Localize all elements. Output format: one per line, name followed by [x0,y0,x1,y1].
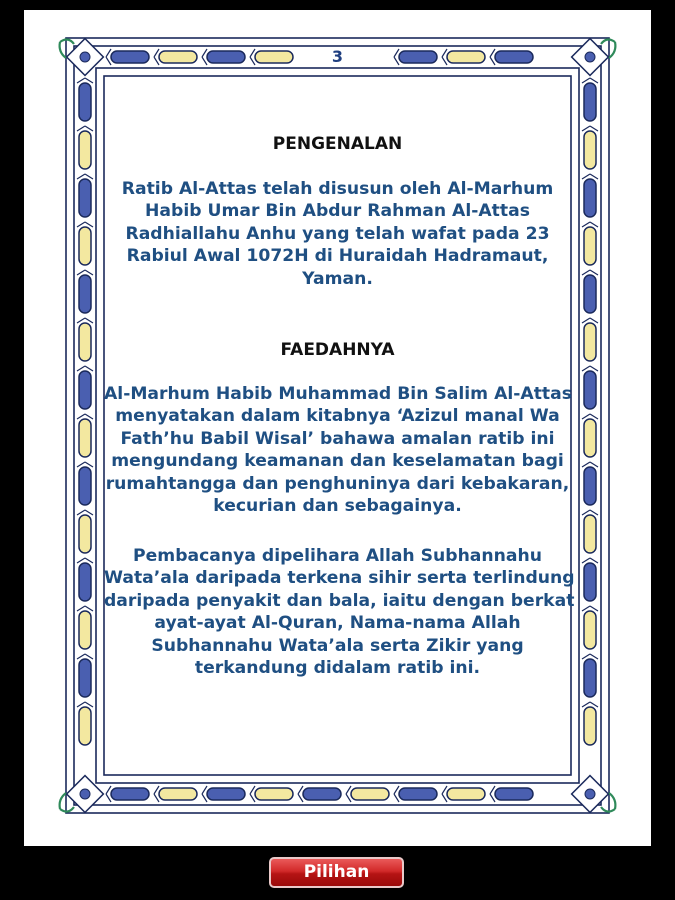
page-number: 3 [331,47,344,66]
text-line: Rabiul Awal 1072H di Huraidah Hadramaut, [126,246,549,267]
text-line: Fath’hu Babil Wisal’ bahawa amalan ratib ini [120,428,555,449]
text-line: ayat-ayat Al-Quran, Nama-nama Allah [154,613,521,634]
text-line: Wata’ala daripada terkena sihir serta terlindung [104,568,575,589]
text-line: Pembacanya dipelihara Allah Subhannahu [133,546,542,566]
text-line: Al-Marhum Habib Muhammad Bin Salim Al-Attas [104,384,572,404]
text-line: kecurian dan sebagainya. [213,496,462,517]
page-panel [24,10,651,846]
heading-pengenalan: PENGENALAN [272,134,403,154]
text-line: rumahtangga dan penghuninya dari kebakaran, [105,473,570,494]
text-line: Habib Umar Bin Abdur Rahman Al-Attas [145,201,530,222]
paragraph-pengenalan [104,178,571,290]
text-line: terkandung didalam ratib ini. [194,658,481,679]
text-line: Ratib Al-Attas telah disusun oleh Al-Marhum [121,179,554,199]
text-line: Radhiallahu Anhu yang telah wafat pada 23 [125,223,550,244]
text-line: mengundang keamanan dan keselamatan bagi [111,451,564,472]
paragraph-faedahnya [104,383,571,517]
pilihan-button[interactable]: Pilihan [269,857,404,888]
text-line: menyatakan dalam kitabnya ‘Azizul manal Wa [115,406,560,427]
heading-faedahnya: FAEDAHNYA [280,340,395,360]
text-line: Yaman. [302,268,373,289]
paragraph-pembacanya [104,545,575,679]
text-line: Subhannahu Wata’ala serta Zikir yang [151,635,524,656]
text-line: daripada penyakit dan bala, iaitu dengan berkat [104,590,575,611]
